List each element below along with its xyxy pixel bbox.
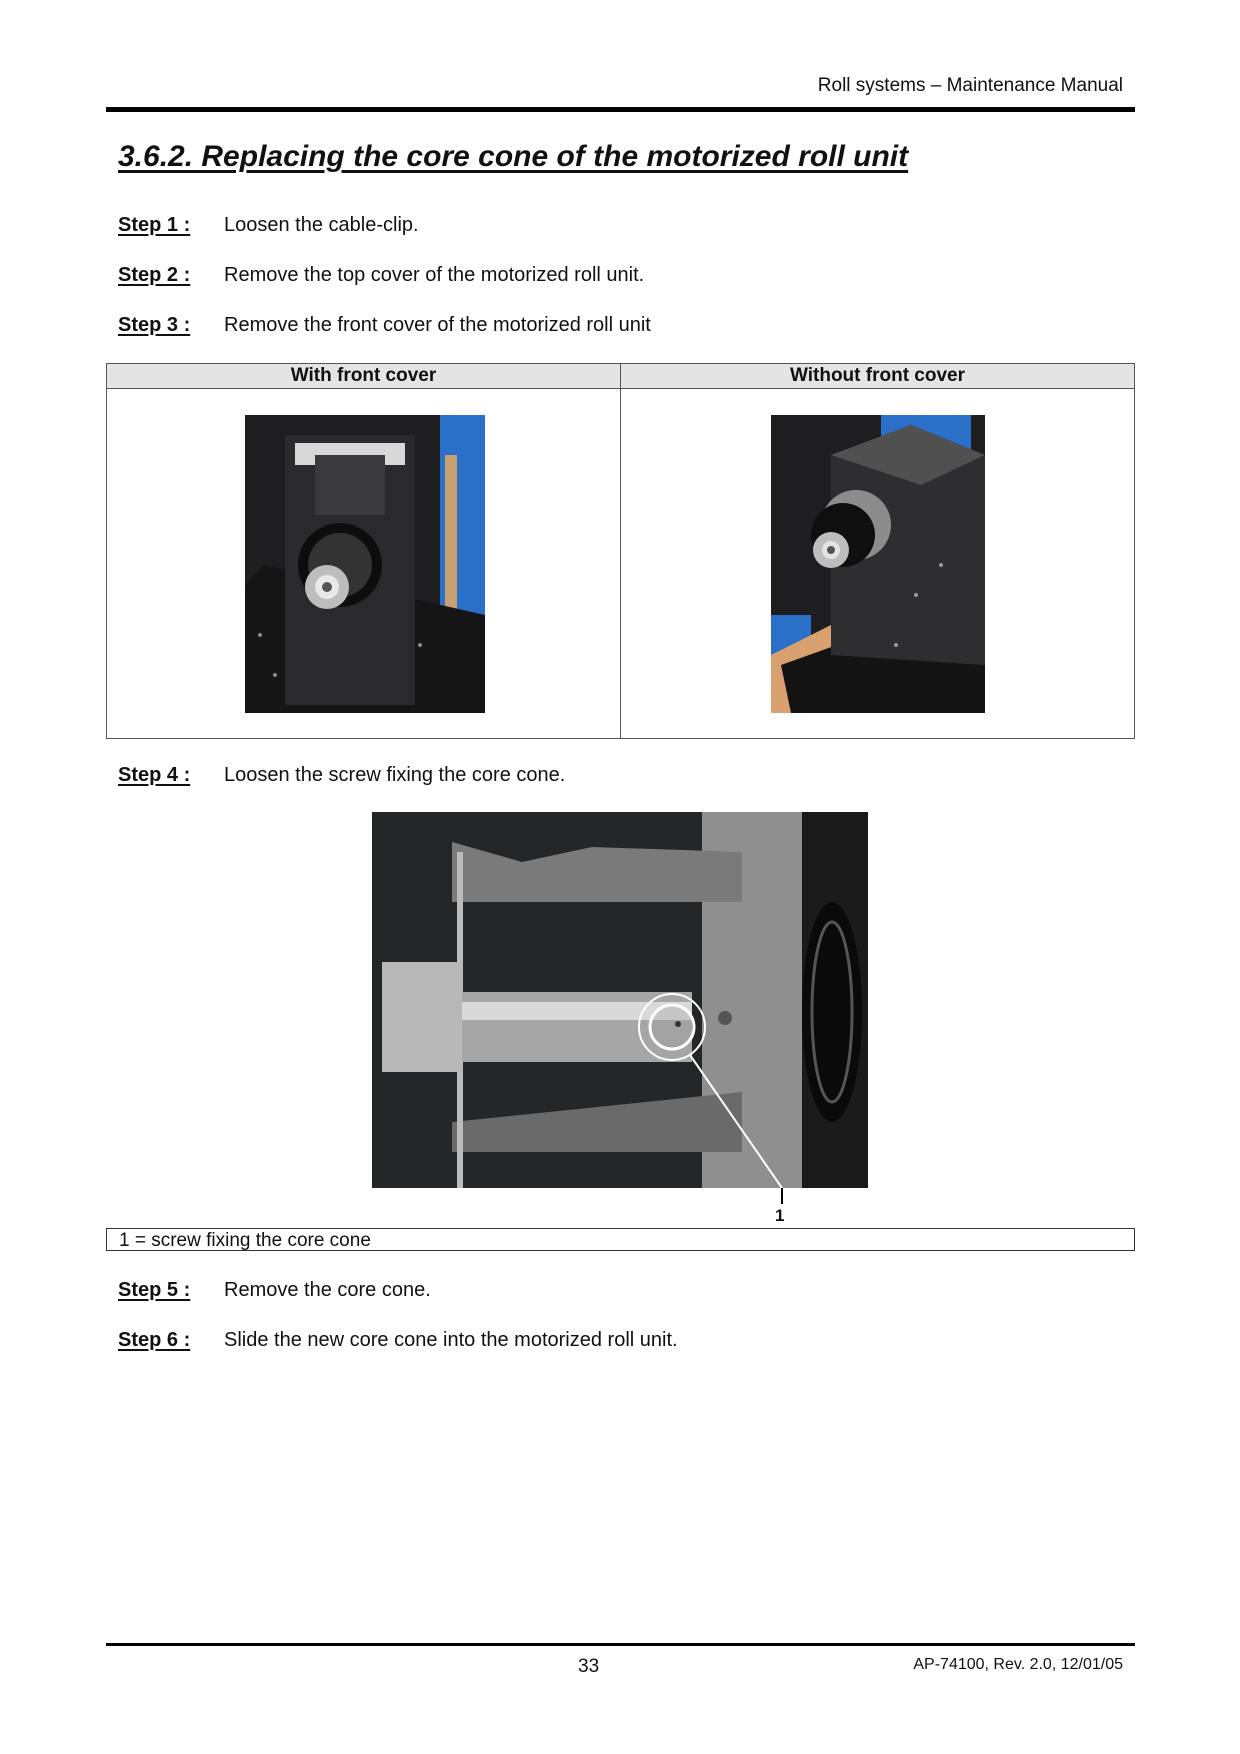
step-label: Step 6 : [118, 1329, 191, 1351]
cover-comparison-table [106, 363, 1135, 739]
step-3 [118, 314, 651, 337]
cell-without-cover [621, 389, 1135, 739]
step-label: Step 3 : [118, 314, 191, 336]
document-id: AP-74100, Rev. 2.0, 12/01/05 [913, 1656, 1123, 1673]
step-text: Remove the core cone. [224, 1279, 431, 1301]
col-header-without-cover: Without front cover [621, 364, 1135, 389]
step-label: Step 5 : [118, 1279, 191, 1301]
footer-rule [106, 1643, 1135, 1646]
step-6 [118, 1329, 678, 1352]
step-label: Step 1 : [118, 214, 191, 236]
step-label: Step 4 : [118, 764, 191, 786]
step-text: Remove the front cover of the motorized roll unit [224, 314, 651, 336]
cell-with-cover [107, 389, 621, 739]
step-label: Step 2 : [118, 264, 191, 286]
running-header: Roll systems – Maintenance Manual [817, 75, 1123, 96]
step-1 [118, 214, 419, 237]
step-text: Loosen the cable-clip. [224, 214, 419, 236]
col-header-with-cover: With front cover [107, 364, 621, 389]
photo-with-front-cover [245, 415, 485, 713]
step-2 [118, 264, 644, 287]
callout-leader-line [781, 1188, 783, 1204]
callout-number: 1 [775, 1206, 785, 1225]
step-text: Remove the top cover of the motorized roll unit. [224, 264, 645, 286]
photo-without-front-cover [771, 415, 985, 713]
page-number: 33 [578, 1656, 600, 1677]
step-text: Slide the new core cone into the motorized roll unit. [224, 1329, 678, 1351]
figure-caption: 1 = screw fixing the core cone [106, 1228, 1135, 1251]
section-title: 3.6.2. Replacing the core cone of the motorized roll unit [118, 140, 909, 173]
step-text: Loosen the screw fixing the core cone. [224, 764, 566, 786]
step-4 [118, 764, 565, 787]
step-5 [118, 1279, 431, 1302]
photo-core-cone-screw [372, 812, 868, 1188]
header-rule [106, 107, 1135, 112]
